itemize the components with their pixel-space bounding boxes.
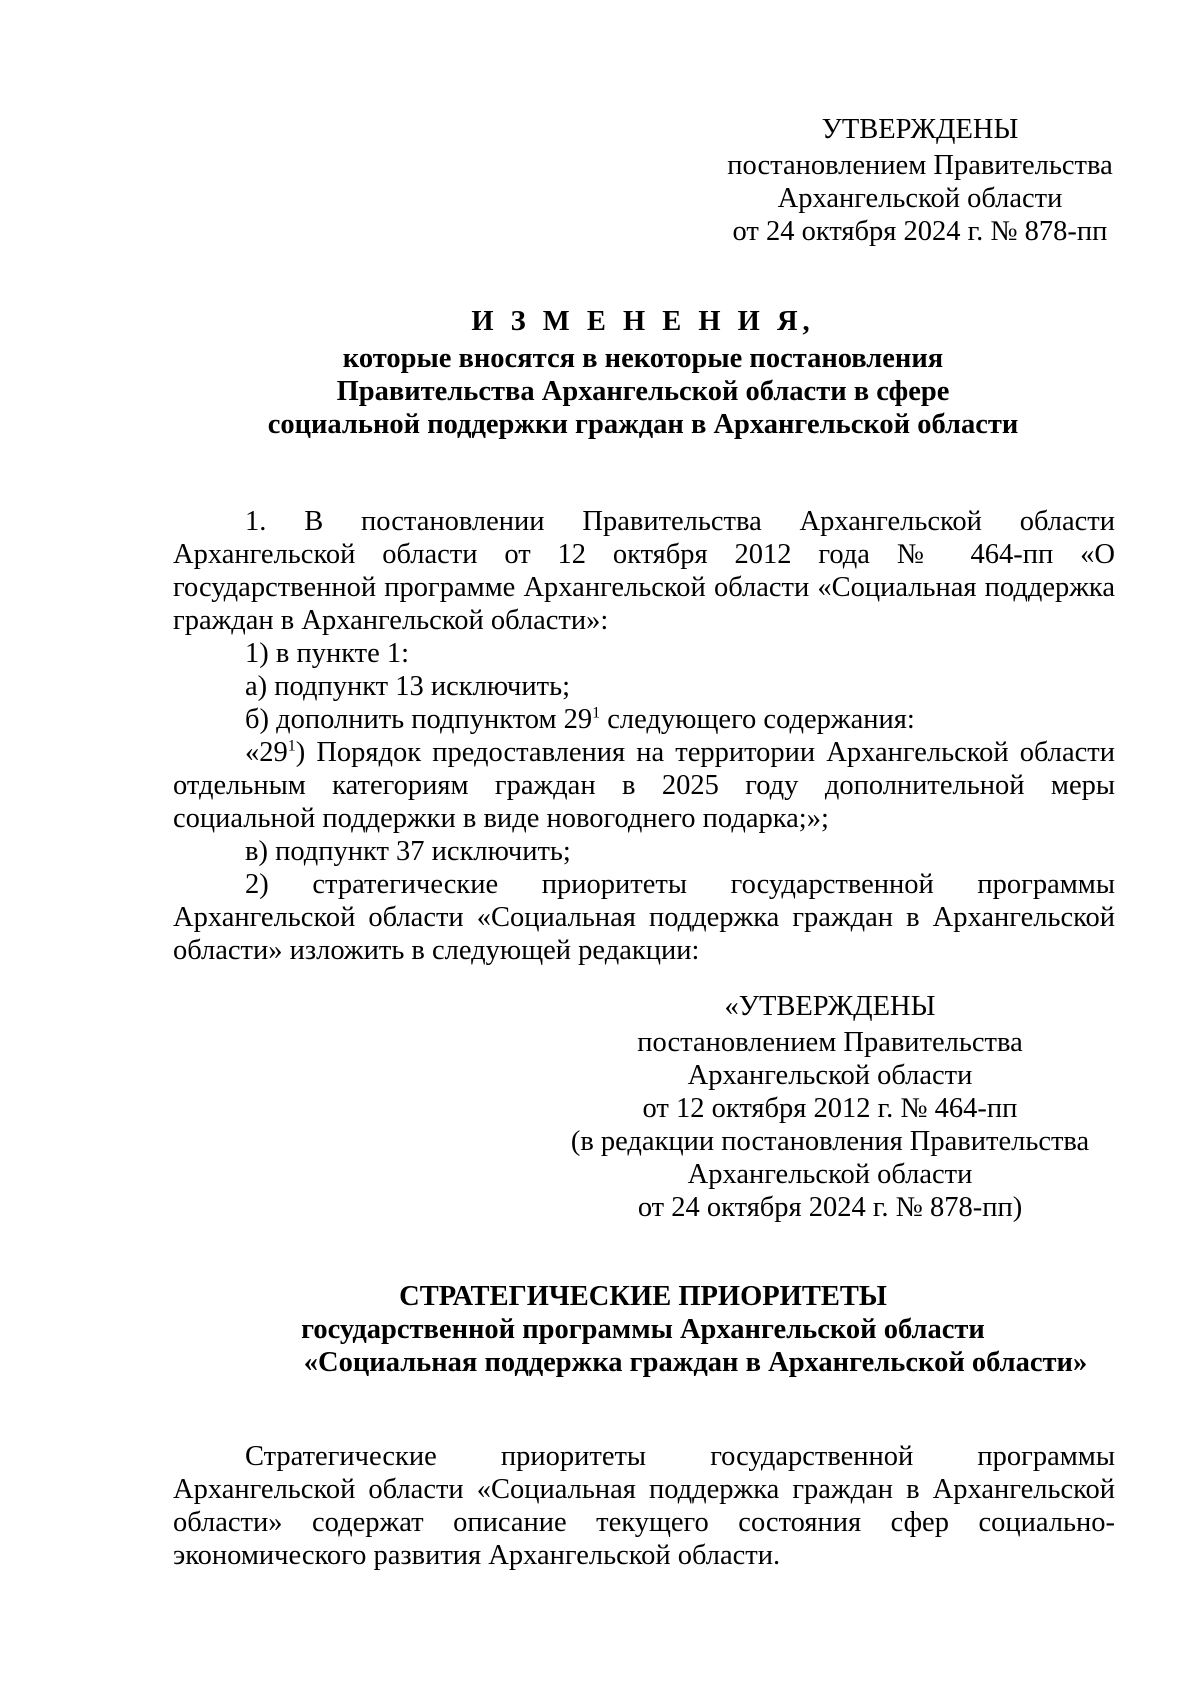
paragraph-2: 2) стратегические приоритеты государственной программы Архангельской области «Социальная поддержка граждан в Архангельской области» изложить в следующей редакции: [173, 869, 1115, 966]
strategic-heading [170, 1280, 1116, 1379]
document-body-final [173, 1440, 1115, 1572]
text-fragment: следующего содержания: [600, 704, 915, 735]
approval-stamp-top [725, 113, 1115, 248]
approval-line: постановлением Правительства [727, 150, 1113, 181]
approval-title: УТВЕРЖДЕНЫ [821, 114, 1019, 145]
approval-title: «УТВЕРЖДЕНЫ [724, 991, 936, 1022]
document-body [173, 505, 1115, 967]
heading-title: И З М Е Н Е Н И Я, [471, 306, 815, 337]
approval-date: от 24 октября 2024 г. № 878-пп [732, 216, 1108, 247]
heading-subtitle: Правительства Архангельской области в сфере [336, 376, 950, 407]
approval-line: Архангельской области [687, 1060, 973, 1091]
heading-subtitle: социальной поддержки граждан в Архангельской области [267, 409, 1019, 440]
paragraph-quote [173, 736, 1115, 835]
superscript: 1 [287, 737, 296, 755]
paragraph-1: 1. В постановлении Правительства Архангельской области Архангельской области от 12 октября 2012 года № 464-пп «О государственной программе Архангельской области «Социальная поддержка граждан в Архангельской области»: [173, 506, 1115, 636]
approval-line: Архангельской области [687, 1159, 973, 1190]
list-item: а) подпункт 13 исключить; [245, 671, 571, 702]
approval-line: Архангельской области [777, 183, 1063, 214]
heading-title: СТРАТЕГИЧЕСКИЕ ПРИОРИТЕТЫ [399, 1281, 887, 1312]
approval-line: (в редакции постановления Правительства [570, 1126, 1090, 1157]
list-item [173, 703, 1115, 736]
heading-subtitle: «Социальная поддержка граждан в Архангельской области» [303, 1347, 1088, 1378]
paragraph-final: Стратегические приоритеты государственной программы Архангельской области «Социальная поддержка граждан в Архангельской области» содержат описание текущего состояния сфер социально-экономического развития Архангельской области. [173, 1441, 1115, 1571]
text-fragment: «29 [245, 737, 288, 768]
text-fragment: б) дополнить подпунктом 29 [245, 704, 593, 735]
list-item: в) подпункт 37 исключить; [245, 836, 571, 867]
heading-subtitle: государственной программы Архангельской области [301, 1314, 985, 1345]
list-item: 1) в пункте 1: [245, 638, 410, 669]
document-heading [170, 305, 1116, 441]
heading-subtitle: которые вносятся в некоторые постановления [342, 343, 944, 374]
superscript: 1 [592, 704, 601, 722]
approval-date: от 12 октября 2012 г. № 464-пп [642, 1093, 1018, 1124]
approval-line: постановлением Правительства [637, 1027, 1023, 1058]
approval-stamp-inner [560, 990, 1100, 1224]
approval-date: от 24 октября 2024 г. № 878-пп) [637, 1192, 1023, 1223]
text-fragment: ) Порядок предоставления на территории Архангельской области отдельным категориям граждан в 2025 году дополнительной меры социальной поддержки в виде новогоднего подарка;»; [173, 737, 1115, 834]
